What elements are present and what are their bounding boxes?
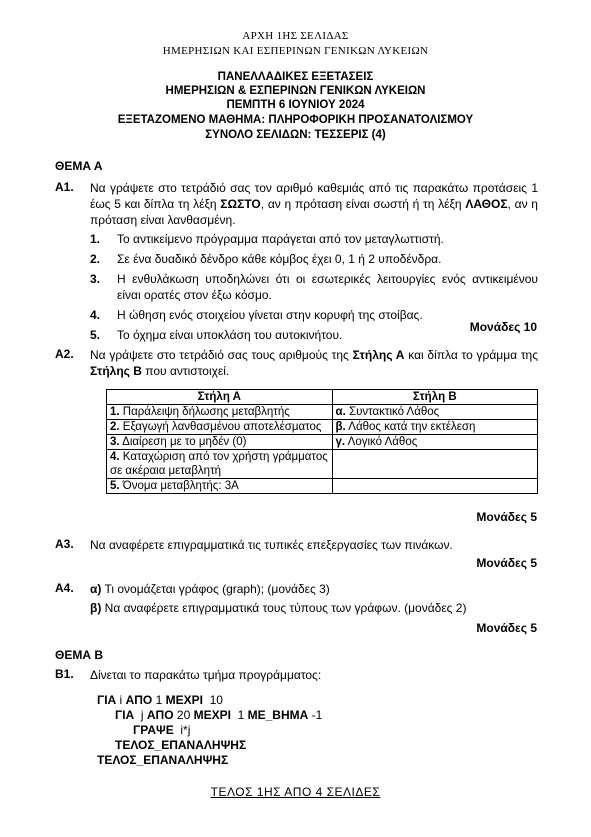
table-cell: α. Συντακτικό Λάθος [332,405,538,420]
exam-title: ΠΑΝΕΛΛΑΔΙΚΕΣ ΕΞΕΤΑΣΕΙΣ [217,71,374,83]
column-a-header: Στήλη Α [107,390,333,405]
list-item: 5. Το όχημα είναι υποκλάση του αυτοκινήτου. [90,328,343,342]
table-row [107,450,538,479]
word-false: ΛΑΘΟΣ [465,197,508,211]
question-b1-text: Δίνεται το παρακάτω τμήμα προγράμματος: [90,668,322,682]
table-cell: 3. Διαίρεση με το μηδέν (0) [107,435,333,450]
table-cell: γ. Λογικό Λάθος [332,435,538,450]
table-cell: 2. Εξαγωγή λανθασμένου αποτελέσματος [107,420,333,435]
exam-schools: ΗΜΕΡΗΣΙΩΝ & ΕΣΠΕΡΙΝΩΝ ΓΕΝΙΚΩΝ ΛΥΚΕΙΩΝ [165,85,426,97]
question-a1-number: Α1. [55,180,74,194]
column-b-header: Στήλη Β [332,390,538,405]
question-a4-part-a: α) Τι ονομάζεται γράφος (graph); (μονάδες 3) [90,582,330,596]
question-a1-text: Να γράψετε στο τετράδιό σας τον αριθμό καθεμιάς από τις παρακάτω προτάσεις 1 έως 5 και δίπλα τη λέξη ΣΩΣΤΟ, αν η πρόταση είναι σωστή ή τη λέξη ΛΑΘΟΣ, αν η πρόταση είναι λανθασμένη. [90,181,538,227]
table-header-row [107,390,538,405]
question-a2-number: Α2. [55,347,74,361]
table-row [107,405,538,420]
word-true: ΣΩΣΤΟ [220,197,261,211]
table-cell [332,479,538,494]
question-a4-number: Α4. [55,581,74,595]
question-b1-number: Β1. [55,667,74,681]
theme-b-title: ΘΕΜΑ Β [55,648,103,662]
code-line: ΓΡΑΨΕ i*j [133,723,191,737]
table-cell: 1. Παράλειψη δήλωσης μεταβλητής [107,405,333,420]
exam-page-count: ΣΥΝΟΛΟ ΣΕΛΙΔΩΝ: ΤΕΣΣΕΡΙΣ (4) [205,129,386,141]
code-line: ΓΙΑ j ΑΠΟ 20 ΜΕΧΡΙ 1 ΜΕ_ΒΗΜΑ -1 [115,708,323,722]
page-end-label: ΤΕΛΟΣ 1ΗΣ ΑΠΟ 4 ΣΕΛΙΔΕΣ [210,785,381,799]
schools-label: ΗΜΕΡΗΣΙΩΝ ΚΑΙ ΕΣΠΕΡΙΝΩΝ ΓΕΝΙΚΩΝ ΛΥΚΕΙΩΝ [162,45,429,57]
question-a4-part-b: β) Να αναφέρετε επιγραμματικά τους τύπους των γράφων. (μονάδες 2) [90,601,467,615]
code-line: ΓΙΑ i ΑΠΟ 1 ΜΕΧΡΙ 10 [97,693,223,707]
table-row [107,435,538,450]
table-row [107,479,538,494]
exam-subject: ΕΞΕΤΑΖΟΜΕΝΟ ΜΑΘΗΜΑ: ΠΛΗΡΟΦΟΡΙΚΗ ΠΡΟΣΑΝΑΤΟΛΙΣΜΟΥ [117,114,474,126]
a2-units: Μονάδες 5 [476,510,537,524]
page-start-label: ΑΡΧΗ 1ΗΣ ΣΕΛΙΔΑΣ [242,30,349,42]
code-block [97,693,322,768]
table-cell [332,450,538,479]
a1-units: Μονάδες 10 [469,320,537,334]
matching-table [106,389,538,494]
table-cell: β. Λάθος κατά την εκτέλεση [332,420,538,435]
code-line: ΤΕΛΟΣ_ΕΠΑΝΑΛΗΨΗΣ [97,753,229,767]
a4-units: Μονάδες 5 [476,621,537,635]
question-a3-text: Να αναφέρετε επιγραμματικά τις τυπικές επεξεργασίες των πινάκων. [90,538,453,552]
a3-units: Μονάδες 5 [476,556,537,570]
table-cell: 5. Όνομα μεταβλητής: 3Α [107,479,333,494]
code-line: ΤΕΛΟΣ_ΕΠΑΝΑΛΗΨΗΣ [115,738,247,752]
list-item: 4. Η ώθηση ενός στοιχείου γίνεται στην κορυφή της στοίβας. [90,308,423,322]
table-row [107,420,538,435]
list-item: 2. Σε ένα δυαδικό δένδρο κάθε κόμβος έχει 0, 1 ή 2 υποδένδρα. [90,252,442,266]
table-cell: 4. Καταχώριση από τον χρήστη γράμματος σε ακέραια μεταβλητή [107,450,333,479]
question-a3-number: Α3. [55,537,74,551]
list-item: 3. Η ενθυλάκωση υποδηλώνει ότι οι εσωτερικές λειτουργίες ενός αντικειμένου είναι ορατές στον έξω κόσμο. [90,272,538,302]
question-a2-text: Να γράψετε στο τετράδιό σας τους αριθμούς της Στήλης Α και δίπλα το γράμμα της Στήλης Β που αντιστοιχεί. [90,348,539,378]
list-item: 1. Το αντικείμενο πρόγραμμα παράγεται από τον μεταγλωττιστή. [90,232,444,246]
exam-date: ΠΕΜΠΤΗ 6 ΙΟΥΝΙΟΥ 2024 [226,99,365,111]
theme-a-title: ΘΕΜΑ Α [55,159,103,173]
